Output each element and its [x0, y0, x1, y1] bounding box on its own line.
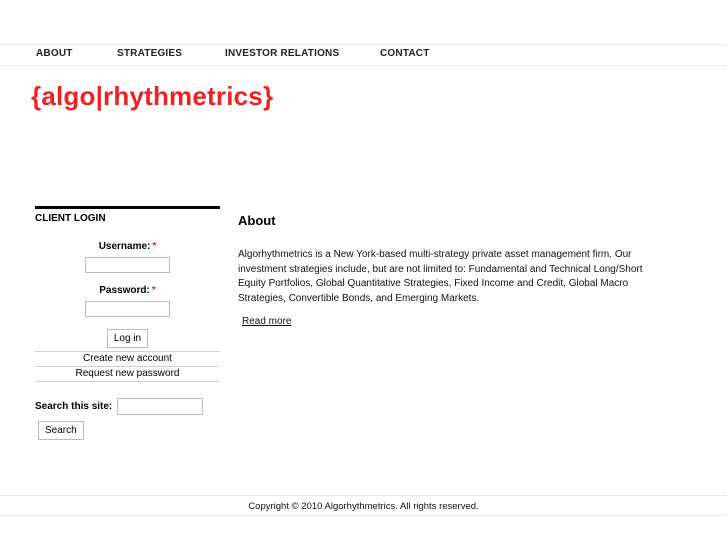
site-search — [35, 398, 220, 416]
username-label-text: Username: — [98, 241, 151, 252]
read-more-link[interactable]: Read more — [242, 316, 292, 327]
username-input[interactable] — [85, 257, 170, 273]
create-account-link[interactable]: Create new account — [35, 351, 220, 366]
about-text: Algorhythmetrics is a New York-based multi-strategy private asset management firm. Our investment strategies include, but are not limited to: Fundamental and Technical Long/Short Equity Portfolios, Global Quantitative Strategies, Fixed Income and Credit, Global Macro Strategies, Convertible Bonds, and Emerging Markets. — [238, 249, 643, 304]
request-password-link[interactable]: Request new password — [35, 366, 220, 382]
password-label — [35, 285, 220, 296]
nav-investor-relations[interactable]: INVESTOR RELATIONS — [225, 48, 340, 59]
nav-about[interactable]: ABOUT — [36, 48, 73, 59]
search-label: Search this site: — [35, 401, 113, 412]
page-title: About — [238, 213, 276, 228]
nav-contact[interactable]: CONTACT — [380, 48, 430, 59]
main-content — [238, 213, 668, 329]
required-marker: * — [152, 241, 157, 252]
top-nav — [0, 44, 727, 66]
copyright-text: Copyright © 2010 Algorhythmetrics. All rights reserved. — [248, 501, 479, 512]
footer — [0, 495, 727, 516]
sidebar — [35, 206, 220, 440]
required-marker: * — [151, 285, 156, 296]
site-logo[interactable]: {algo|rhythmetrics} — [31, 81, 274, 111]
search-input[interactable] — [117, 398, 203, 415]
username-label — [35, 241, 220, 252]
search-button[interactable]: Search — [38, 421, 84, 440]
password-label-text: Password: — [99, 285, 150, 296]
client-login-title: CLIENT LOGIN — [35, 206, 220, 233]
login-button[interactable]: Log in — [107, 329, 148, 348]
nav-strategies[interactable]: STRATEGIES — [117, 48, 183, 59]
password-input[interactable] — [85, 301, 170, 317]
